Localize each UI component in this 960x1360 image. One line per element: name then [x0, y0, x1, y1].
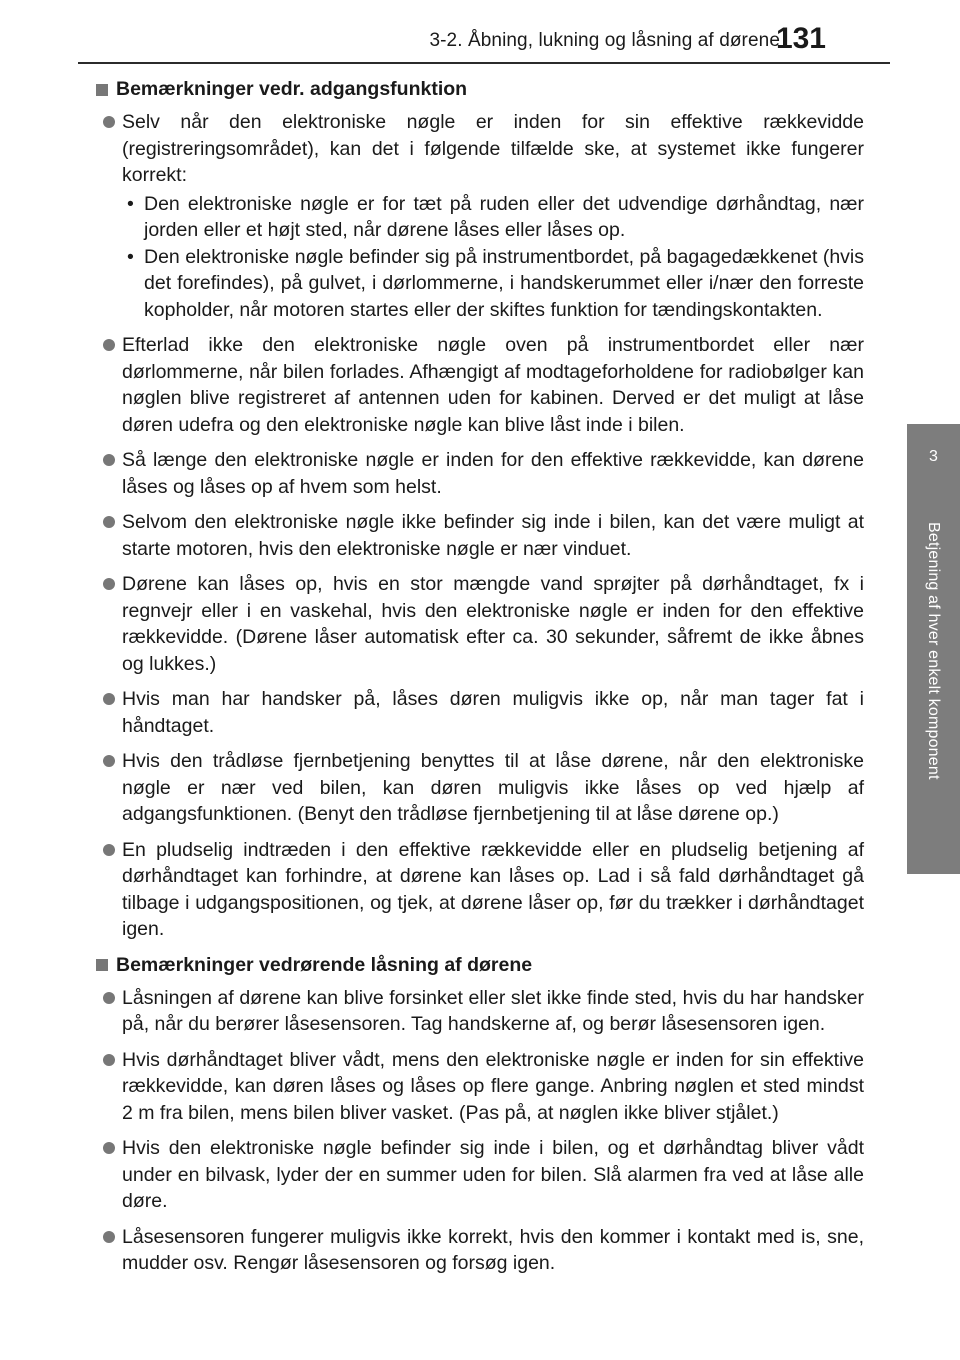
note-text: Hvis den elektroniske nøgle befinder sig inde i bilen, og et dørhåndtag bliver vådt under en bilvask, lyder der en summer uden for bilen. Slå alarmen fra ved at låse alle døre. [122, 1137, 864, 1212]
note-text: Efterlad ikke den elektroniske nøgle oven på instrumentbordet eller nær dørlommerne, når bilen forlades. Afhængigt af modtageforholdene for radiobølger kan nøglen blive registreret af antennen uden for kabinen. Derved er det muligt at låse døren udefra og den elektroniske nøgle kan blive låst inde i bilen. [122, 334, 864, 436]
note-item [96, 571, 864, 677]
square-bullet-icon [96, 959, 108, 971]
sub-list-item [122, 244, 864, 324]
note-text: Låsesensoren fungerer muligvis ikke korrekt, hvis den kommer i kontakt med is, sne, mudder osv. Rengør låsesensoren og forsøg igen. [122, 1225, 864, 1274]
small-bullet-icon: • [127, 245, 134, 268]
round-bullet-icon [103, 578, 115, 590]
note-text: Selvom den elektroniske nøgle ikke befinder sig inde i bilen, kan det være muligt at starte motoren, hvis den elektroniske nøgle er nær vinduet. [122, 511, 864, 560]
note-text: Hvis dørhåndtaget bliver vådt, mens den elektroniske nøgle er inden for sin effektive rækkevidde, kan døren låses og låses op flere gange. Anbring nøglen et sted mindst 2 m fra bilen, mens bilen bliver vasket. (Pas på, at nøglen ikke bliver stjålet.) [122, 1048, 864, 1124]
note-item [96, 1047, 864, 1127]
note-item [96, 109, 864, 323]
sub-item-text: Den elektroniske nøgle er for tæt på ruden eller det udvendige dørhåndtag, nær jorden eller et højt sted, når dørene låses eller låses op. [144, 192, 864, 241]
note-text: En pludselig indtræden i den effektive rækkevidde eller en pludselig betjening af dørhåndtaget kan forhindre, at dørene kan låses op. Lad i så fald dørhåndtaget gå tilbage i udgangspositionen, og tjek, at dørene låser op, før du trækker i dørhåndtaget igen. [122, 838, 864, 940]
note-item [96, 447, 864, 500]
section-heading-text: Bemærkninger vedr. adgangsfunktion [116, 78, 468, 100]
note-item [96, 1224, 864, 1277]
round-bullet-icon [103, 1054, 115, 1066]
round-bullet-icon [103, 844, 115, 856]
chapter-side-tab [907, 424, 960, 874]
round-bullet-icon [103, 992, 115, 1004]
round-bullet-icon [103, 516, 115, 528]
round-bullet-icon [103, 693, 115, 705]
page-number: 131 [775, 22, 826, 55]
section-heading [96, 952, 864, 979]
sub-item-text: Den elektroniske nøgle befinder sig på instrumentbordet, på bagagedækkenet (hvis det forefindes), på gulvet, i dørlommerne, i handskerummet eller i/nær den forreste kopholder, når motoren startes eller der skiftes funktion for tændingskontakten. [144, 245, 864, 321]
header-divider [78, 62, 890, 64]
sub-list [122, 191, 864, 324]
small-bullet-icon: • [127, 192, 134, 215]
round-bullet-icon [103, 755, 115, 767]
sub-list-item [122, 191, 864, 244]
note-item [96, 837, 864, 943]
note-text: Selv når den elektroniske nøgle er inden for sin effektive rækkevidde (registreringsområdet), kan det i følgende tilfælde ske, at systemet ikke fungerer korrekt: [122, 111, 864, 186]
round-bullet-icon [103, 1231, 115, 1243]
round-bullet-icon [103, 1142, 115, 1154]
note-text: Hvis man har handsker på, låses døren muligvis ikke op, når man tager fat i håndtaget. [122, 688, 864, 737]
square-bullet-icon [96, 84, 108, 96]
note-text: Hvis den trådløse fjernbetjening benyttes til at låse dørene, når den elektroniske nøgle er nær ved bilen, kan døren muligvis ikke låses op ved hjælp af adgangsfunktionen. (Benyt den trådløse fjernbetjening til at låse dørene op.) [122, 750, 864, 825]
section-heading-text: Bemærkninger vedrørende låsning af dørene [116, 953, 533, 976]
note-item [96, 509, 864, 562]
note-item [96, 332, 864, 438]
note-item [96, 748, 864, 828]
page-content [96, 76, 864, 1286]
round-bullet-icon [103, 339, 115, 351]
note-text: Låsningen af dørene kan blive forsinket eller slet ikke finde sted, hvis du har handsker på, når du berører låsesensoren. Tag handskerne af, og berør låsesensoren igen. [122, 986, 864, 1035]
note-item [96, 686, 864, 739]
round-bullet-icon [103, 116, 115, 128]
note-text: Så længe den elektroniske nøgle er inden for den effektive rækkevidde, kan dørene låses og låses op af hvem som helst. [122, 449, 864, 498]
section-heading [96, 76, 864, 103]
round-bullet-icon [103, 454, 115, 466]
chapter-tab-label: Betjening af hver enkelt komponent [925, 522, 942, 780]
note-item [96, 1135, 864, 1215]
chapter-tab-number: 3 [929, 448, 938, 465]
note-text: Dørene kan låses op, hvis en stor mængde vand sprøjter på dørhåndtaget, fx i regnvejr eller i en vaskehal, hvis den elektroniske nøgle er inden for den effektive rækkevidde. (Dørene låser automatisk efter ca. 30 sekunder, såfremt de ikke åbnes og lukkes.) [122, 573, 864, 675]
page-header [0, 0, 890, 62]
note-item [96, 985, 864, 1038]
chapter-title: 3-2. Åbning, lukning og låsning af dørene [429, 30, 780, 51]
